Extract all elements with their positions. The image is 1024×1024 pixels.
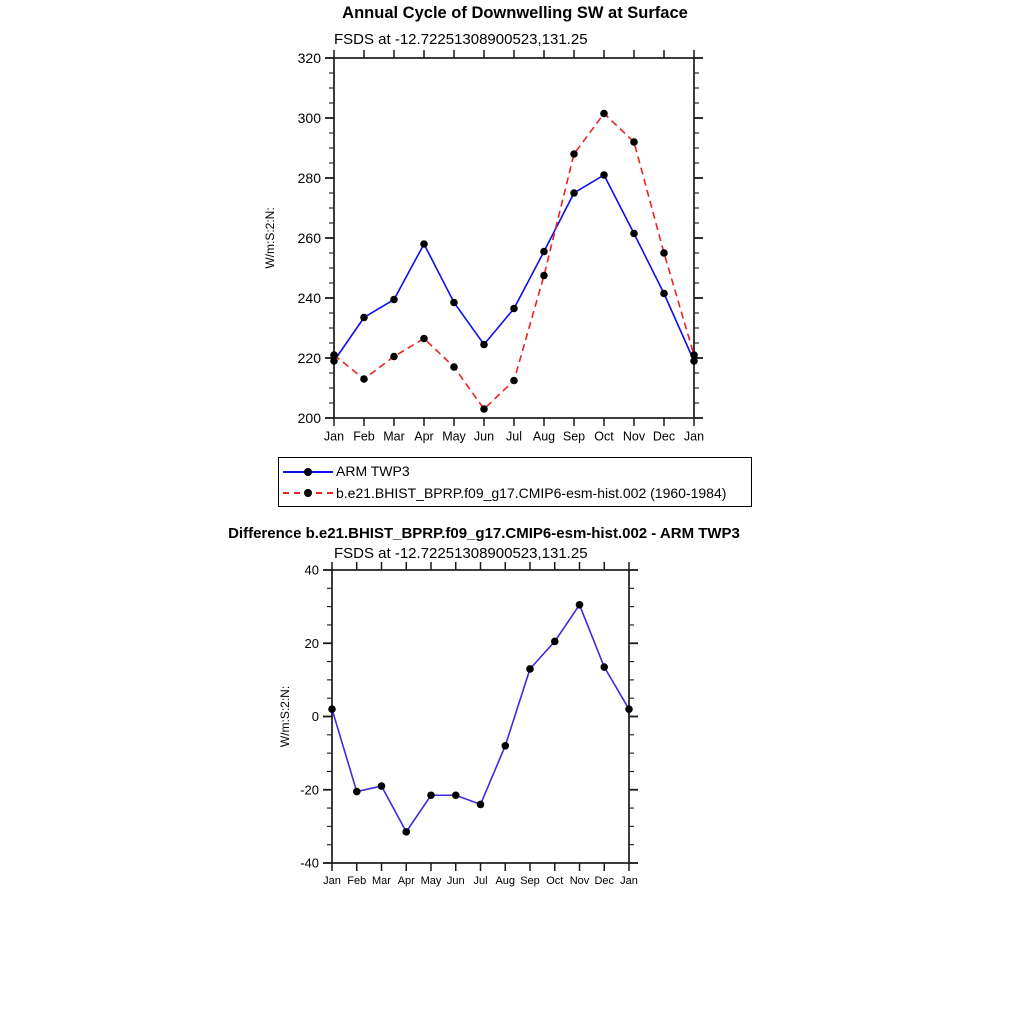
data-point-marker <box>551 638 559 646</box>
data-point-marker <box>360 314 368 322</box>
y-axis-label: W/m:S:2:N: <box>278 685 292 748</box>
top-chart-frame <box>334 58 694 418</box>
data-point-marker <box>427 791 435 799</box>
y-tick-label: 300 <box>297 109 321 126</box>
month-label: Jul <box>473 875 488 887</box>
month-label: Apr <box>397 875 415 887</box>
month-label: Jan <box>323 429 345 444</box>
data-point-marker <box>600 110 608 118</box>
y-tick-label: 220 <box>297 349 321 366</box>
month-label: Dec <box>652 429 676 444</box>
series-line <box>332 605 629 832</box>
month-label: Jan <box>323 875 341 887</box>
bottom-chart-subtitle: FSDS at -12.72251308900523,131.25 <box>334 545 588 562</box>
y-tick-label: 20 <box>304 635 319 651</box>
month-label: Nov <box>569 875 590 887</box>
data-point-marker <box>501 742 509 750</box>
y-tick-label: 240 <box>297 289 321 306</box>
month-label: Oct <box>594 429 614 444</box>
series-line <box>334 175 694 361</box>
month-label: Dec <box>594 875 615 887</box>
data-point-marker <box>390 296 398 304</box>
data-point-marker <box>390 353 398 361</box>
data-point-marker <box>576 601 584 609</box>
month-label: Jun <box>473 429 495 444</box>
data-point-marker <box>510 377 518 385</box>
data-point-marker <box>660 249 668 257</box>
data-point-marker <box>600 171 608 179</box>
data-point-marker <box>330 351 338 359</box>
data-point-marker <box>360 375 368 383</box>
data-point-marker <box>660 290 668 298</box>
month-label: May <box>442 429 466 444</box>
y-tick-label: 0 <box>311 709 319 725</box>
month-label: Jan <box>683 429 705 444</box>
legend-label: b.e21.BHIST_BPRP.f09_g17.CMIP6-esm-hist.002 (1960-1984) <box>336 484 727 501</box>
y-axis-label: W/m:S:2:N: <box>263 207 277 269</box>
y-tick-label: 280 <box>297 169 321 186</box>
data-point-marker <box>402 828 410 836</box>
top-chart-subtitle: FSDS at -12.72251308900523,131.25 <box>334 31 588 48</box>
data-point-marker <box>526 665 534 673</box>
data-point-marker <box>690 351 698 359</box>
data-point-marker <box>540 248 548 256</box>
top-chart-plot <box>263 50 704 444</box>
data-point-marker <box>420 240 428 248</box>
month-label: Feb <box>353 429 375 444</box>
y-tick-label: 320 <box>297 49 321 66</box>
month-label: Jul <box>506 429 522 444</box>
data-point-marker <box>600 663 608 671</box>
bottom-chart-title: Difference b.e21.BHIST_BPRP.f09_g17.CMIP6-esm-hist.002 - ARM TWP3 <box>228 525 740 542</box>
month-label: Jun <box>446 875 465 887</box>
y-tick-label: 200 <box>297 409 321 426</box>
month-label: Sep <box>562 429 586 444</box>
month-label: Sep <box>520 875 540 887</box>
y-tick-label: 260 <box>297 229 321 246</box>
month-label: Aug <box>495 875 516 887</box>
data-point-marker <box>625 705 633 713</box>
data-point-marker <box>477 801 485 809</box>
data-point-marker <box>540 272 548 280</box>
data-point-marker <box>480 341 488 349</box>
data-point-marker <box>630 138 638 146</box>
bottom-chart-frame <box>332 570 629 863</box>
data-point-marker <box>328 705 336 713</box>
month-label: Aug <box>532 429 556 444</box>
data-point-marker <box>450 299 458 307</box>
month-label: Oct <box>546 875 564 887</box>
data-point-marker <box>570 189 578 197</box>
y-tick-label: 40 <box>304 562 319 578</box>
data-point-marker <box>420 335 428 343</box>
y-tick-label: -20 <box>300 782 319 798</box>
month-label: Apr <box>414 429 434 444</box>
data-point-marker <box>570 150 578 158</box>
month-label: Mar <box>383 429 405 444</box>
y-tick-label: -40 <box>300 855 319 871</box>
bottom-chart-plot <box>278 562 638 887</box>
data-point-marker <box>450 363 458 371</box>
data-point-marker <box>510 305 518 313</box>
month-label: Mar <box>372 875 391 887</box>
data-point-marker <box>378 782 386 790</box>
month-label: May <box>420 875 442 887</box>
data-point-marker <box>480 405 488 413</box>
month-label: Feb <box>347 875 367 887</box>
data-point-marker <box>630 230 638 238</box>
data-point-marker <box>452 791 460 799</box>
series-line <box>334 114 694 410</box>
month-label: Nov <box>622 429 646 444</box>
month-label: Jan <box>620 875 638 887</box>
top-chart-title: Annual Cycle of Downwelling SW at Surface <box>342 4 688 22</box>
data-point-marker <box>353 788 361 796</box>
legend-label: ARM TWP3 <box>336 463 410 480</box>
